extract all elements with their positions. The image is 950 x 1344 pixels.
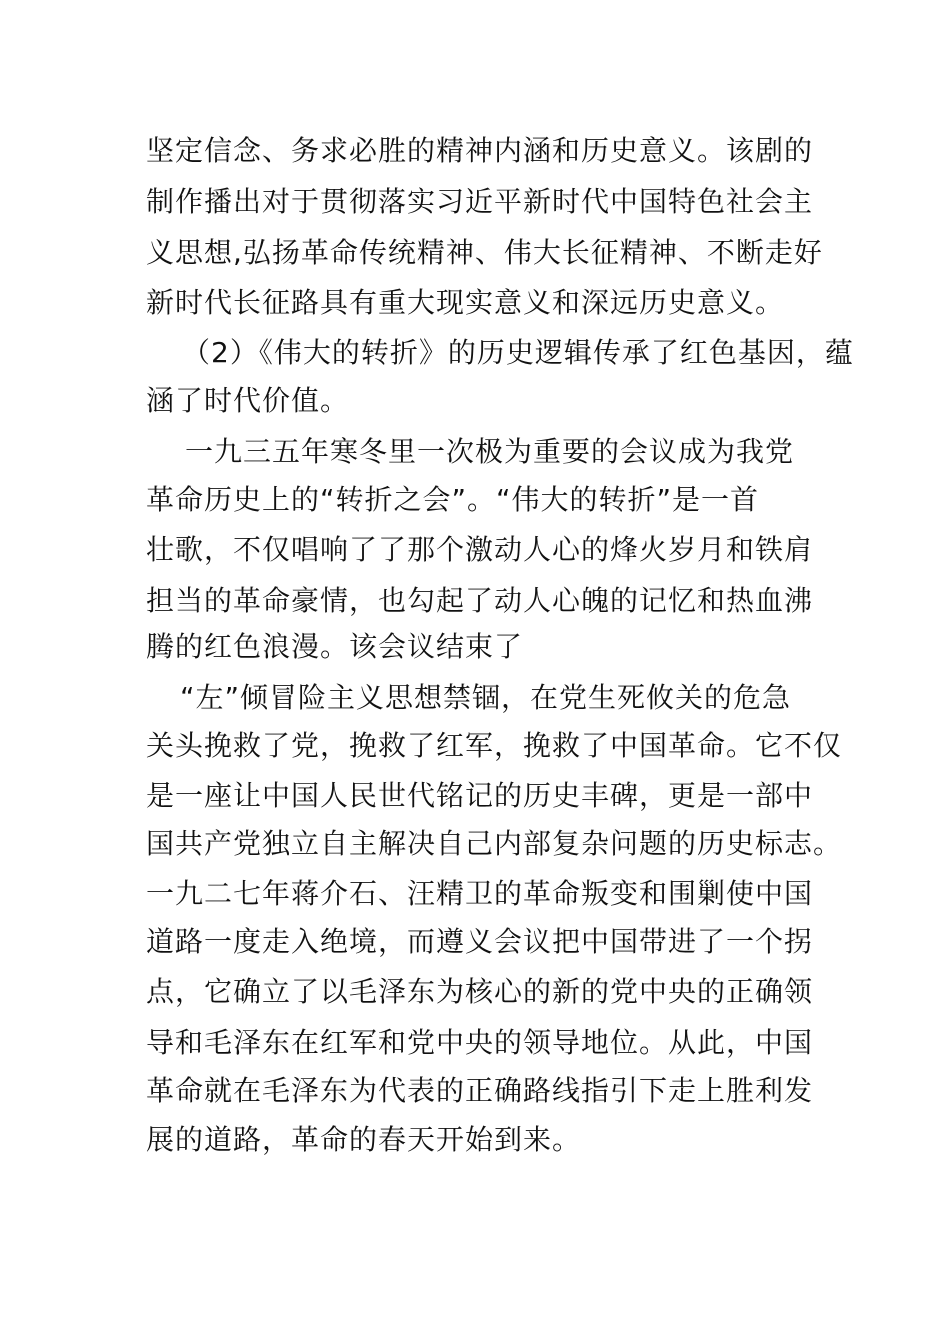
- text-line: 新时代长征路具有重大现实意义和深远历史意义。: [146, 286, 785, 319]
- text-line: 革命历史上的“转折之会”。“伟大的转折”是一首: [146, 483, 760, 516]
- text-line: 一九三五年寒冬里一次极为重要的会议成为我党: [185, 435, 795, 468]
- text-line: 担当的革命豪情，也勾起了动人心魄的记忆和热血沸: [146, 584, 814, 617]
- text-line: 点，它确立了以毛泽东为核心的新的党中央的正确领: [146, 975, 814, 1008]
- text-line: 涵了时代价值。: [146, 384, 350, 417]
- text-line: 壮歌，不仅唱响了了那个激动人心的烽火岁月和铁肩: [146, 533, 814, 566]
- text-line: （2）《伟大的转折》的历史逻辑传承了红色基因，蕴: [182, 336, 854, 369]
- text-line: 制作播出对于贯彻落实习近平新时代中国特色社会主: [146, 185, 814, 218]
- text-line: 导和毛泽东在红军和党中央的领导地位。从此，中国: [146, 1026, 814, 1059]
- text-line: “左”倾冒险主义思想禁锢，在党生死攸关的危急: [180, 681, 792, 714]
- text-line: 国共产党独立自主解决自己内部复杂问题的历史标志。: [146, 827, 843, 860]
- text-line: 义思想,弘扬革命传统精神、伟大长征精神、不断走好: [146, 236, 823, 269]
- text-line: 一九二七年蒋介石、汪精卫的革命叛变和围剿使中国: [146, 877, 814, 910]
- text-line: 腾的红色浪漫。该会议结束了: [146, 630, 524, 663]
- text-line: 关头挽救了党，挽救了红军，挽救了中国革命。它不仅: [146, 729, 843, 762]
- text-line: 革命就在毛泽东为代表的正确路线指引下走上胜利发: [146, 1074, 814, 1107]
- text-line: 坚定信念、务求必胜的精神内涵和历史意义。该剧的: [146, 134, 814, 167]
- text-line: 是一座让中国人民世代铭记的历史丰碑，更是一部中: [146, 779, 814, 812]
- text-line: 展的道路，革命的春天开始到来。: [146, 1123, 582, 1156]
- text-line: 道路一度走入绝境，而遵义会议把中国带进了一个拐: [146, 925, 814, 958]
